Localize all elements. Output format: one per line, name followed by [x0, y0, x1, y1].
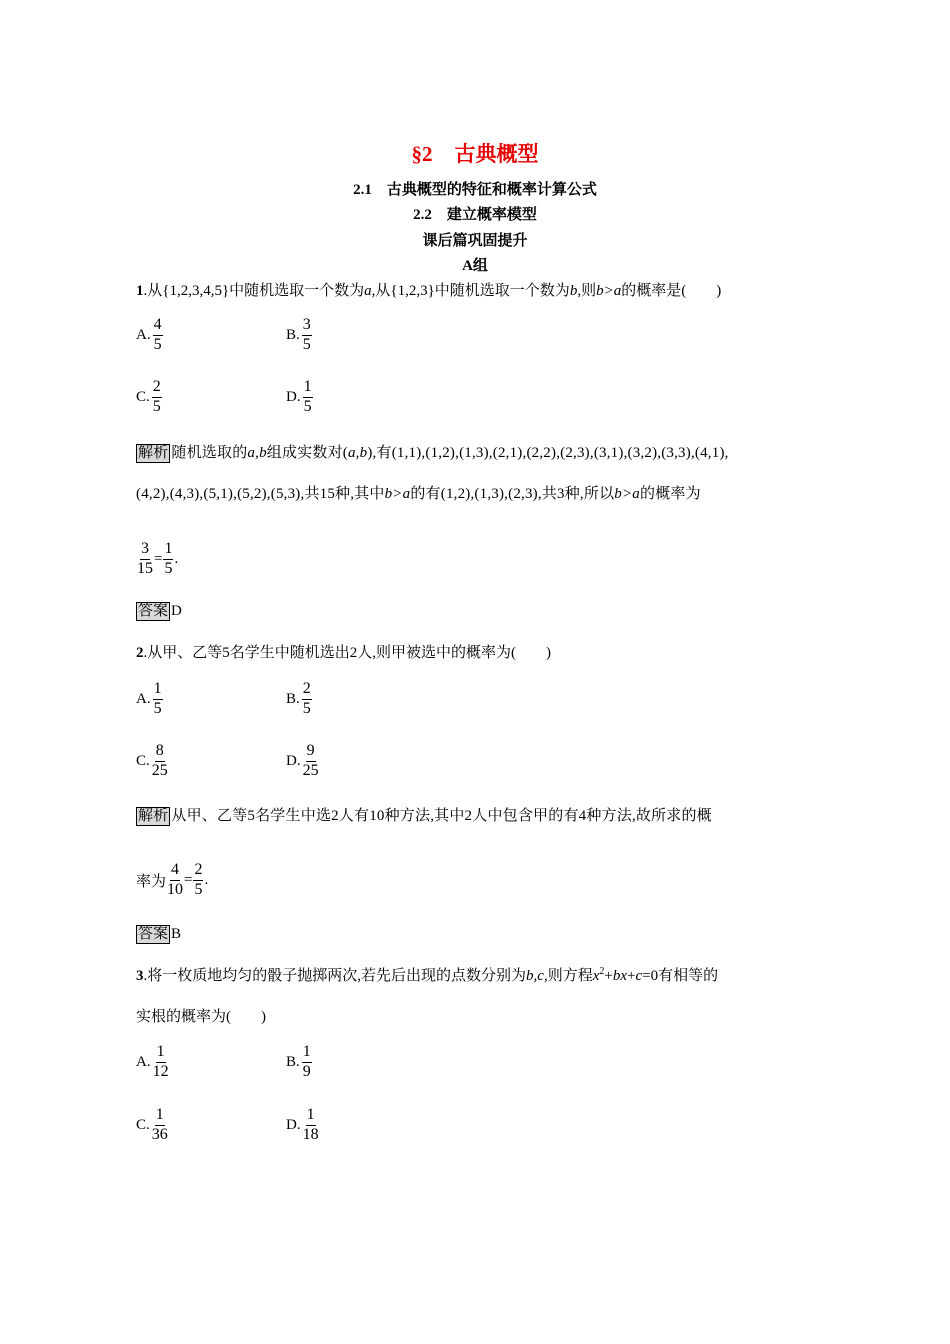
numerator: 8 [155, 743, 165, 762]
question-2-stem [136, 641, 551, 662]
question-number: 1 [136, 283, 144, 299]
page-title [0, 138, 950, 168]
answer-value: B [171, 926, 182, 942]
option-label: A. [136, 326, 151, 343]
option-label: D. [286, 752, 301, 769]
fraction [152, 743, 168, 780]
denominator: 18 [302, 1125, 319, 1143]
numerator: 1 [153, 681, 163, 700]
numerator: 1 [303, 379, 313, 398]
equation-x: x [592, 968, 600, 984]
solution-1-line-1 [136, 441, 729, 463]
option-c[interactable] [136, 743, 169, 780]
period: . [174, 550, 179, 567]
fraction [152, 1107, 168, 1144]
solution-var: b>a [614, 486, 640, 502]
denominator: 5 [153, 699, 162, 717]
denominator: 5 [194, 880, 203, 898]
fraction [302, 317, 312, 354]
option-label: D. [286, 388, 301, 405]
fraction [303, 1107, 319, 1144]
numerator: 1 [156, 1044, 166, 1063]
numerator: 3 [302, 317, 312, 336]
numerator: 2 [302, 681, 312, 700]
option-label: C. [136, 1116, 150, 1133]
denominator: 5 [164, 559, 173, 577]
numerator: 1 [163, 541, 173, 560]
stem-text: .从{1,2,3,4,5}中随机选取一个数为 [143, 283, 365, 299]
fraction [153, 1044, 169, 1081]
answer-1 [136, 602, 182, 621]
stem-text: ,从{1,2,3}中随机选取一个数为 [371, 283, 570, 299]
solution-text: 率为 [136, 873, 167, 890]
option-label: B. [286, 326, 300, 343]
stem-vars: b,c [526, 968, 544, 984]
stem-text: ,则方程 [543, 968, 593, 984]
denominator: 15 [137, 559, 153, 577]
equation-c: c [635, 968, 643, 984]
solution-tag: 解析 [138, 808, 169, 824]
denominator: 12 [152, 1062, 169, 1080]
option-c[interactable] [136, 379, 163, 416]
option-label: C. [136, 388, 150, 405]
question-3-stem-line-1 [136, 964, 718, 985]
question-number: 3 [136, 968, 144, 984]
numerator: 1 [302, 1044, 312, 1063]
solution-2-formula [136, 862, 208, 899]
solution-text: 组成实数对( [266, 445, 348, 461]
numerator: 3 [140, 541, 150, 560]
denominator: 25 [151, 761, 168, 779]
group-label: A组 [462, 258, 488, 274]
equation-plus: + [604, 968, 613, 984]
solution-1-line-2 [136, 482, 701, 503]
solution-text: ),有(1,1),(1,2),(1,3),(2,1),(2,2),(2,3),(3,1),(3,2),(3,3),(4,1), [367, 445, 729, 461]
option-label: A. [136, 690, 151, 707]
solution-var: b>a [384, 486, 411, 502]
stem-text: 的概率是( ) [621, 283, 722, 299]
option-label: D. [286, 1116, 301, 1133]
denominator: 10 [167, 880, 184, 898]
option-b[interactable] [286, 681, 313, 718]
equation-zero: =0 [642, 968, 659, 984]
denominator: 5 [303, 397, 312, 415]
solution-1-formula [136, 541, 178, 578]
numerator: 4 [170, 862, 180, 881]
fraction [302, 1044, 312, 1081]
fraction [302, 681, 312, 718]
fraction [167, 862, 183, 899]
fraction [303, 379, 313, 416]
solution-text: (4,2),(4,3),(5,1),(5,2),(5,3),共15种,其中 [136, 486, 385, 502]
solution-var: a,b [347, 445, 368, 461]
fraction [153, 681, 163, 718]
solution-tag: 解析 [138, 445, 169, 461]
solution-var: a,b [247, 445, 267, 461]
denominator: 5 [302, 699, 311, 717]
fraction [152, 379, 162, 416]
equals-sign: = [154, 550, 163, 567]
question-number: 2 [136, 645, 144, 661]
option-a[interactable] [136, 681, 164, 718]
equation-exponent: 2 [599, 966, 605, 977]
option-d[interactable] [286, 1107, 320, 1144]
equation-bx: bx [612, 968, 628, 984]
inequality: b>a [596, 283, 622, 299]
solution-text: 随机选取的 [171, 445, 248, 461]
numerator: 1 [306, 1107, 316, 1126]
numerator: 9 [306, 743, 316, 762]
solution-2-line-1 [136, 804, 712, 826]
fraction [193, 862, 203, 899]
answer-value: D [171, 603, 182, 619]
equation-plus: + [627, 968, 636, 984]
option-d[interactable] [286, 379, 314, 416]
option-label: B. [286, 690, 300, 707]
option-label: A. [136, 1053, 151, 1070]
option-label: B. [286, 1053, 300, 1070]
subtitle-1: 2.1 古典概型的特征和概率计算公式 [353, 182, 597, 198]
denominator: 5 [302, 335, 311, 353]
title-text: 古典概型 [454, 142, 539, 166]
answer-tag: 答案 [138, 926, 169, 942]
numerator: 2 [152, 379, 162, 398]
solution-text: 的概率为 [640, 486, 701, 502]
stem-text: .从甲、乙等5名学生中随机选出2人,则甲被选中的概率为( ) [143, 645, 551, 661]
period: . [204, 871, 209, 888]
numerator: 4 [153, 317, 163, 336]
var-b: b [569, 283, 578, 299]
denominator: 25 [302, 761, 319, 779]
denominator: 5 [153, 335, 162, 353]
title-section-mark: §2 [411, 142, 433, 166]
question-1-stem [136, 279, 721, 300]
solution-text: 从甲、乙等5名学生中选2人有10种方法,其中2人中包含甲的有4种方法,故所求的概 [171, 808, 712, 824]
denominator: 36 [151, 1125, 168, 1143]
fraction [137, 541, 153, 578]
option-label: C. [136, 752, 150, 769]
stem-text: 有相等的 [658, 968, 719, 984]
stem-text: .将一枚质地均匀的骰子抛掷两次,若先后出现的点数分别为 [143, 968, 527, 984]
option-b[interactable] [286, 317, 313, 354]
equals-sign: = [184, 871, 193, 888]
option-a[interactable] [136, 317, 164, 354]
question-3-stem-line-2: 实根的概率为( ) [136, 1009, 266, 1025]
fraction [163, 541, 173, 578]
solution-text: 的有(1,2),(1,3),(2,3),共3种,所以 [410, 486, 615, 502]
fraction [153, 317, 163, 354]
option-c[interactable] [136, 1107, 169, 1144]
subtitle-2: 2.2 建立概率模型 [413, 207, 537, 223]
var-a: a [364, 283, 372, 299]
option-d[interactable] [286, 743, 320, 780]
denominator: 9 [302, 1062, 311, 1080]
numerator: 2 [193, 862, 203, 881]
stem-text: ,则 [577, 283, 597, 299]
fraction [303, 743, 319, 780]
option-a[interactable] [136, 1044, 170, 1081]
denominator: 5 [152, 397, 161, 415]
numerator: 1 [155, 1107, 165, 1126]
answer-2 [136, 925, 181, 944]
option-b[interactable] [286, 1044, 313, 1081]
answer-tag: 答案 [138, 603, 169, 619]
subtitle-3: 课后篇巩固提升 [422, 233, 528, 249]
